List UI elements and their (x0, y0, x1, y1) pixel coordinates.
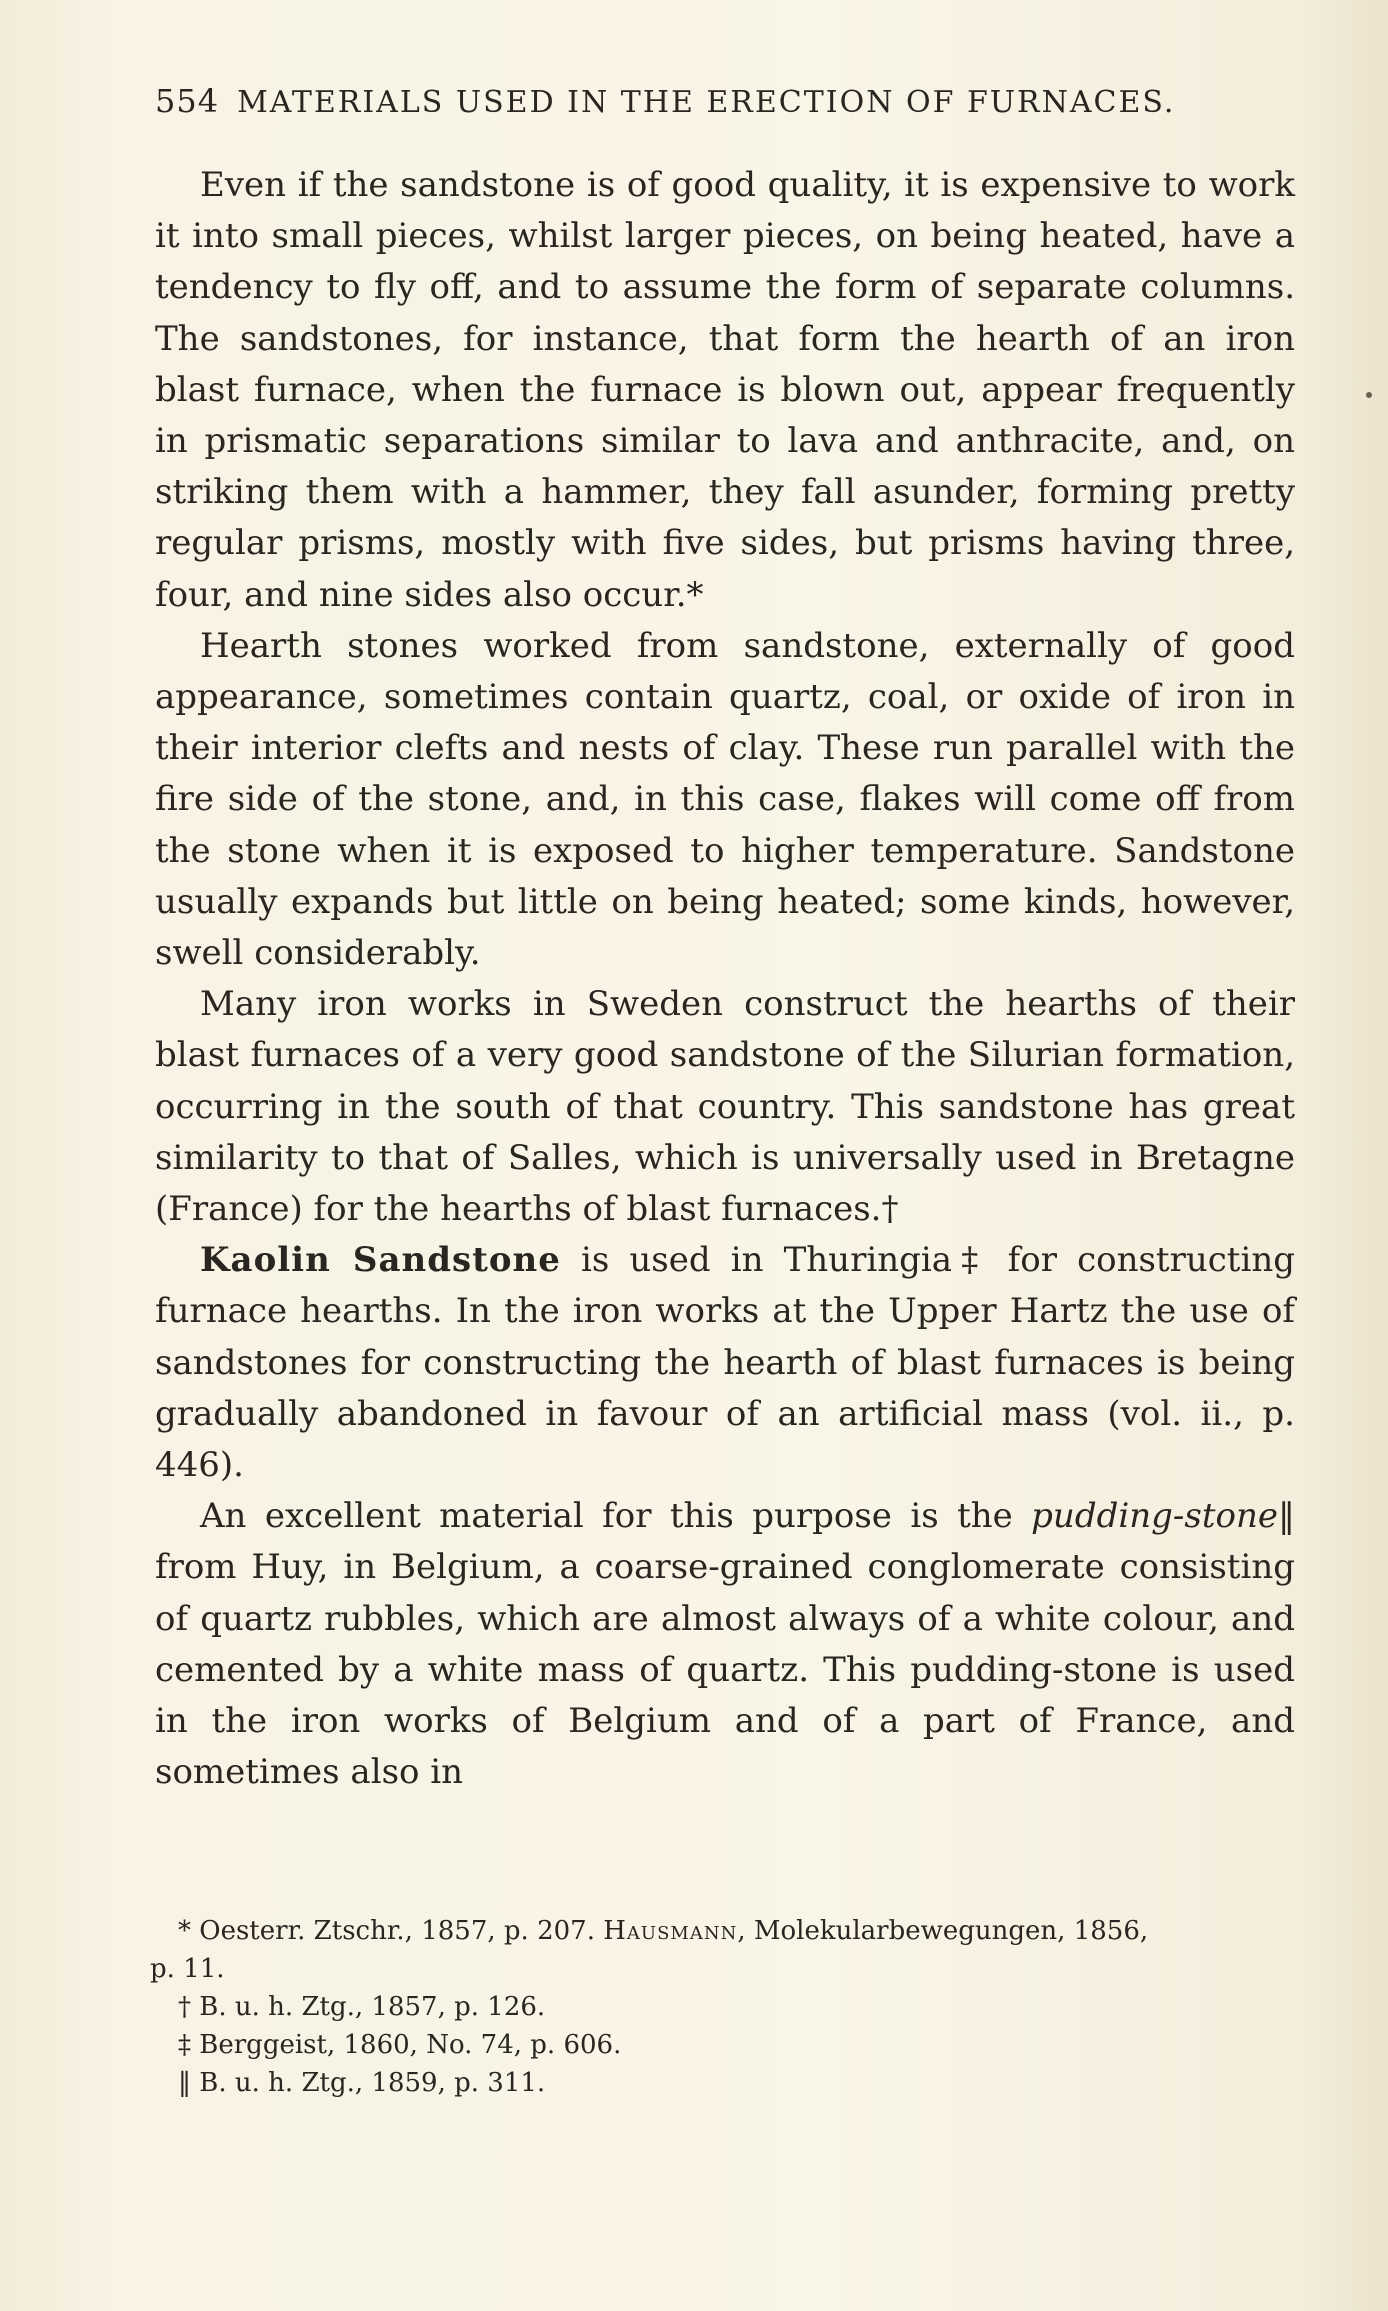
footnote-1-rest: , Molekularbewegungen, 1856, (737, 1916, 1149, 1946)
paragraph-2: Hearth stones worked from sandstone, externally of good appearance, sometimes contain quartz, coal, or oxide of iron in their interior clefts and nests of clay. These run parallel with the fire side of the stone, and, in this case, flakes will come off from the stone when it is exposed to higher temperature. Sandstone usually expands but little on being heated; some kinds, however, swell considerably. (155, 625, 1295, 974)
paragraph-3: Many iron works in Sweden construct the hearths of their blast furnaces of a very good sandstone of the Silurian formation, occurring in the south of that country. This sandstone has great similarity to that of Salles, which is universally used in Bretagne (France) for the hearths of blast furnaces.† (155, 984, 1295, 1230)
footnote-1-author: Hausmann (603, 1916, 738, 1946)
footnote-1 (150, 1912, 1300, 1950)
paragraph-1: Even if the sandstone is of good quality, it is expensive to work it into small pieces, whilst larger pieces, on being heated, have a tendency to fly off, and to assume the form of separate columns. The sandstones, for instance, that form the hearth of an iron blast furnace, when the furnace is blown out, appear frequently in prismatic separations similar to lava and anthracite, and, on striking them with a hammer, they fall asunder, forming pretty regular prisms, mostly with five sides, but prisms having three, four, and nine sides also occur.* (155, 165, 1295, 615)
page-number: 554 (155, 82, 220, 120)
paragraph-5-start: An excellent material for this purpose is the (200, 1496, 1032, 1537)
paragraph-5-text: ‖ from Huy, in Belgium, a coarse-grained conglomerate consisting of quartz rubbles, which are almost always of a white colour, and cemented by a white mass of quartz. This pudding-stone is used in the iron works of Belgium and of a part of France, and sometimes also in (155, 1496, 1295, 1793)
pudding-stone-term: pudding-stone (1031, 1496, 1278, 1537)
footnote-2: † B. u. h. Ztg., 1857, p. 126. (178, 1992, 546, 2022)
margin-speck (1366, 392, 1372, 398)
footnote-3: ‡ Berggeist, 1860, No. 74, p. 606. (178, 2030, 622, 2060)
paragraph-5 (155, 1491, 1295, 1798)
body-text (155, 160, 1295, 1799)
footnote-1-continuation: p. 11. (150, 1954, 225, 1984)
footnote-4: ‖ B. u. h. Ztg., 1859, p. 311. (178, 2068, 546, 2098)
paragraph-4-text: is used in Thuringia‡ for constructing furnace hearths. In the iron works at the Upper Hartz the use of sandstones for constructing the hearth of blast furnaces is being gradually abandoned in favour of an artificial mass (vol. ii., p. 446). (155, 1240, 1295, 1486)
kaolin-sandstone-heading: Kaolin Sandstone (200, 1240, 561, 1281)
running-title: MATERIALS USED IN THE ERECTION OF FURNACES. (237, 85, 1176, 120)
footnotes (150, 1912, 1300, 2102)
paragraph-4 (155, 1235, 1295, 1491)
footnote-1-start: * Oesterr. Ztschr., 1857, p. 207. (178, 1916, 604, 1946)
page-header (155, 82, 1235, 120)
